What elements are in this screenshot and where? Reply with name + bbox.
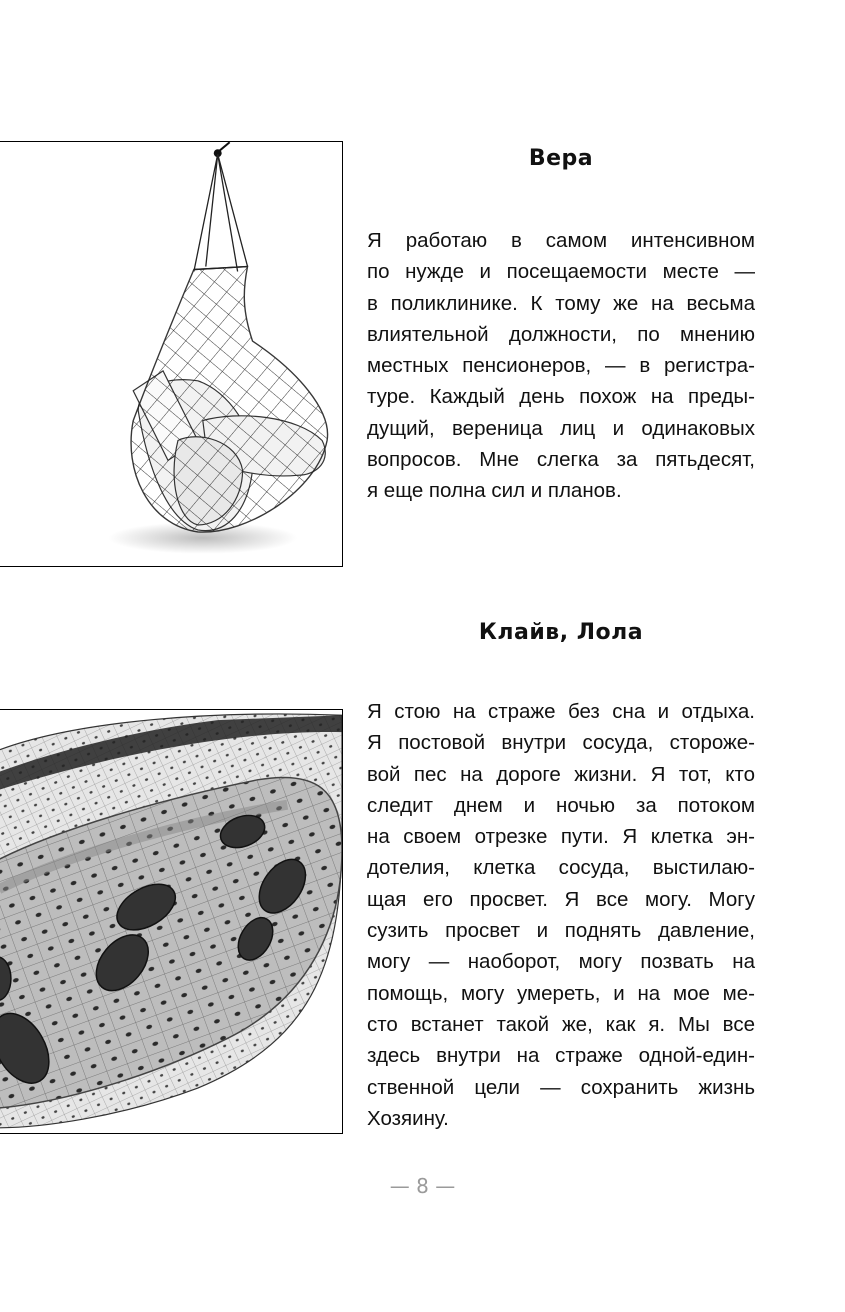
text-line: Я постовой внутри сосуда, стороже-	[367, 731, 755, 755]
text-line: дущий, вереница лиц и одинаковых	[367, 416, 755, 440]
section-1-text	[367, 225, 755, 507]
text-line: Хозяину.	[367, 1106, 449, 1130]
blood-vessel-drawing	[0, 710, 342, 1133]
text-line: сто встанет такой же, как я. Мы все	[367, 1012, 755, 1036]
text-line: вой пес на дороге жизни. Я тот, кто	[367, 762, 755, 786]
page-number: — 8 —	[389, 1174, 456, 1198]
string-bag-illustration	[0, 141, 343, 567]
text-line: местных пенсионеров, — в регистра-	[367, 354, 755, 378]
section-1-heading: Вера	[528, 146, 594, 171]
text-line: на своем отрезке пути. Я клетка эн-	[367, 825, 755, 849]
blood-vessel-illustration	[0, 709, 343, 1134]
section-2-heading: Клайв, Лола	[478, 620, 644, 645]
text-line: щая его просвет. Я все могу. Могу	[367, 887, 755, 911]
text-line: Я работаю в самом интенсивном	[367, 229, 755, 252]
text-line: дотелия, клетка сосуда, выстилаю-	[367, 856, 755, 880]
text-line: ственной цели — сохранить жизнь	[367, 1075, 755, 1099]
text-line: я еще полна сил и планов.	[367, 479, 622, 503]
text-line: следит днем и ночью за потоком	[367, 793, 755, 817]
text-line: в поликлинике. К тому же на весьма	[367, 291, 755, 315]
text-line: Я стою на страже без сна и отдыха.	[367, 700, 755, 723]
text-line: сузить просвет и поднять давление,	[367, 919, 755, 943]
string-bag-drawing	[0, 142, 342, 566]
section-2-text	[367, 696, 755, 1134]
text-line: вопросов. Мне слегка за пятьдесят,	[367, 448, 755, 472]
text-line: туре. Каждый день похож на преды-	[367, 385, 755, 409]
text-line: могу — наоборот, могу позвать на	[367, 950, 755, 974]
text-line: влиятельной должности, по мнению	[367, 322, 755, 346]
text-line: по нужде и посещаемости месте —	[367, 260, 755, 284]
text-line: помощь, могу умереть, и на мое ме-	[367, 981, 755, 1005]
text-line: здесь внутри на страже одной-един-	[367, 1044, 755, 1068]
